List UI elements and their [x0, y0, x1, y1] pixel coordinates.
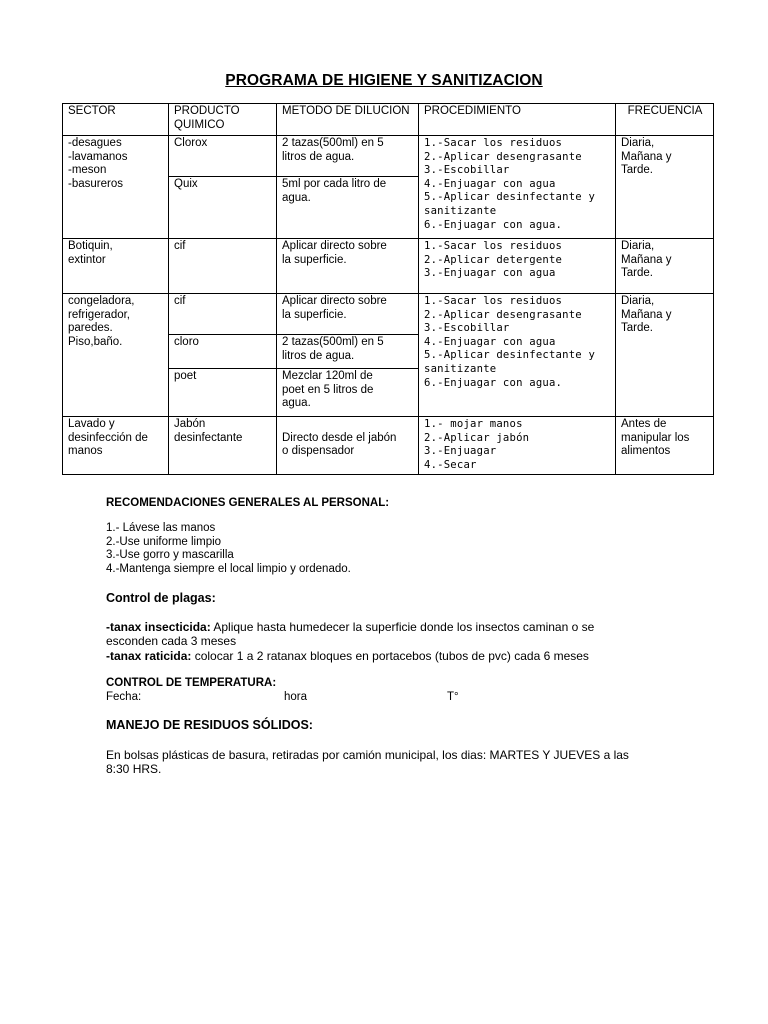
header-frecuencia: FRECUENCIA [616, 104, 714, 136]
producto-cell: Jabón desinfectante [169, 417, 277, 475]
raticida-label: -tanax raticida: [106, 649, 192, 663]
table-row [63, 294, 714, 335]
metodo-cell: 2 tazas(500ml) en 5 litros de agua. [277, 335, 419, 369]
list-item: 4.-Mantenga siempre el local limpio y ordenado. [106, 562, 351, 575]
metodo-cell: Aplicar directo sobre la superficie. [277, 294, 419, 335]
producto-cell: cif [169, 239, 277, 294]
sector-cell: congeladora, refrigerador, paredes. Piso,baño. [63, 294, 169, 417]
temperatura-hora: hora [284, 691, 308, 703]
table-header-row [63, 104, 714, 136]
plagas-insecticida [106, 620, 636, 648]
temperatura-heading: CONTROL DE TEMPERATURA: [106, 677, 277, 689]
list-item: 3.-Use gorro y mascarilla [106, 549, 234, 562]
header-producto: PRODUCTO QUIMICO [169, 104, 277, 136]
plagas-raticida [106, 649, 706, 663]
metodo-cell: 5ml por cada litro de agua. [277, 177, 419, 239]
producto-cell: Clorox [169, 136, 277, 177]
frecuencia-cell: Diaria, Mañana y Tarde. [616, 294, 714, 417]
recomendaciones-heading: RECOMENDACIONES GENERALES AL PERSONAL: [106, 497, 390, 509]
header-sector: SECTOR [63, 104, 169, 136]
frecuencia-cell: Diaria, Mañana y Tarde. [616, 136, 714, 239]
metodo-cell: Mezclar 120ml de poet en 5 litros de agua. [277, 369, 419, 417]
insecticida-label: -tanax insecticida: [106, 620, 211, 634]
producto-cell: cloro [169, 335, 277, 369]
procedimiento-cell: 1.- mojar manos 2.-Aplicar jabón 3.-Enjuagar 4.-Secar [419, 417, 616, 475]
header-metodo: METODO DE DILUCION [277, 104, 419, 136]
raticida-text: colocar 1 a 2 ratanax bloques en portacebos (tubos de pvc) cada 6 meses [191, 649, 589, 663]
header-procedimiento: PROCEDIMIENTO [419, 104, 616, 136]
residuos-text: En bolsas plásticas de basura, retiradas por camión municipal, los dias: MARTES Y JUEVES a las 8:30 HRS. [106, 748, 629, 776]
frecuencia-cell: Antes de manipular los alimentos [616, 417, 714, 475]
sector-cell: -desagues -lavamanos -meson -basureros [63, 136, 169, 239]
procedimiento-cell: 1.-Sacar los residuos 2.-Aplicar detergente 3.-Enjuagar con agua [419, 239, 616, 294]
insecticida-text: Aplique hasta humedecer la superficie donde los insectos caminan o se esconden cada 3 meses [106, 620, 595, 648]
sector-cell: Lavado y desinfección de manos [63, 417, 169, 475]
temperatura-fecha: Fecha: [106, 691, 142, 703]
table-row [63, 136, 714, 177]
producto-cell: Quix [169, 177, 277, 239]
metodo-cell: 2 tazas(500ml) en 5 litros de agua. [277, 136, 419, 177]
hygiene-program-table [62, 103, 714, 475]
producto-cell: cif [169, 294, 277, 335]
metodo-cell: Aplicar directo sobre la superficie. [277, 239, 419, 294]
list-item: 2.-Use uniforme limpio [106, 535, 222, 548]
recomendaciones-list [106, 522, 666, 576]
temperatura-temp: T° [447, 691, 459, 703]
producto-cell: poet [169, 369, 277, 417]
plagas-heading: Control de plagas: [106, 591, 216, 605]
sector-cell: Botiquin, extintor [63, 239, 169, 294]
page-title: PROGRAMA DE HIGIENE Y SANITIZACION [225, 72, 543, 89]
list-item: 1.- Lávese las manos [106, 522, 216, 534]
procedimiento-cell: 1.-Sacar los residuos 2.-Aplicar desengrasante 3.-Escobillar 4.-Enjuagar con agua 5.-Aplicar desinfectante y sanitizante 6.-Enjuagar con agua. [419, 136, 616, 239]
metodo-cell: Directo desde el jabón o dispensador [277, 417, 419, 475]
residuos-heading: MANEJO DE RESIDUOS SÓLIDOS: [106, 718, 313, 732]
table-row [63, 239, 714, 294]
procedimiento-cell: 1.-Sacar los residuos 2.-Aplicar desengrasante 3.-Escobillar 4.-Enjuagar con agua 5.-Aplicar desinfectante y sanitizante 6.-Enjuagar con agua. [419, 294, 616, 417]
table-row [63, 417, 714, 475]
frecuencia-cell: Diaria, Mañana y Tarde. [616, 239, 714, 294]
